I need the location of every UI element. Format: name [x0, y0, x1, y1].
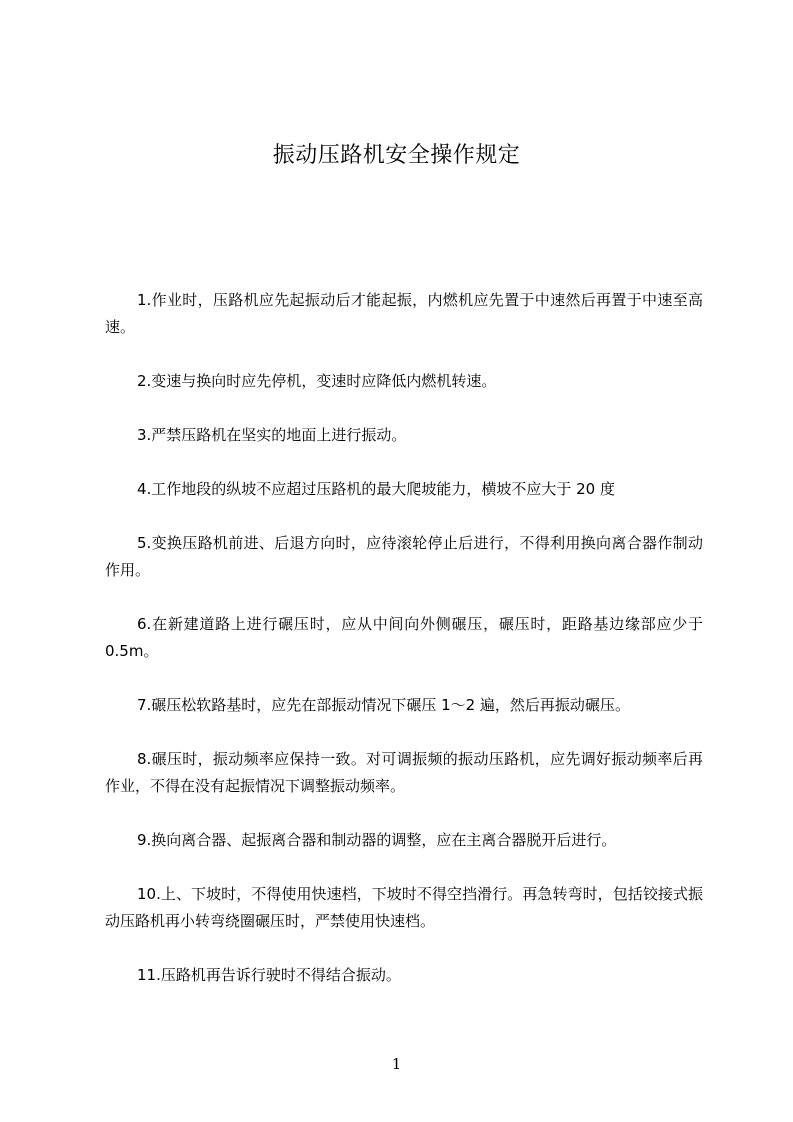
paragraph: 8.碾压时，振动频率应保持一致。对可调振频的振动压路机，应先调好振动频率后再作业，不得在没有起振情况下调整振动频率。 — [105, 750, 703, 795]
paragraph: 3.严禁压路机在坚实的地面上进行振动。 — [137, 426, 407, 444]
paragraph: 6.在新建道路上进行碾压时，应从中间向外侧碾压，碾压时，距路基边缘部应少于 0.5m。 — [105, 615, 703, 660]
paragraph: 1.作业时，压路机应先起振动后才能起振，内燃机应先置于中速然后再置于中速至高速。 — [105, 291, 703, 336]
paragraph: 7.碾压松软路基时，应先在部振动情况下碾压 1～2 遍，然后再振动碾压。 — [137, 696, 630, 714]
document-title: 振动压路机安全操作规定 — [272, 143, 521, 168]
page-number: 1 — [391, 1055, 402, 1073]
paragraph: 5.变换压路机前进、后退方向时，应待滚轮停止后进行，不得利用换向离合器作制动作用。 — [105, 534, 703, 579]
document-body — [105, 287, 703, 1016]
paragraph: 4.工作地段的纵坡不应超过压路机的最大爬坡能力，横坡不应大于 20 度 — [137, 480, 615, 498]
paragraph: 10.上、下坡时，不得使用快速档，下坡时不得空挡滑行。再急转弯时，包括铰接式振动压路机再小转弯绕圈碾压时，严禁使用快速档。 — [105, 885, 703, 930]
paragraph: 2.变速与换向时应先停机，变速时应降低内燃机转速。 — [137, 372, 497, 390]
paragraph: 11.压路机再告诉行驶时不得结合振动。 — [137, 966, 401, 984]
paragraph: 9.换向离合器、起振离合器和制动器的调整，应在主离合器脱开后进行。 — [137, 831, 617, 849]
